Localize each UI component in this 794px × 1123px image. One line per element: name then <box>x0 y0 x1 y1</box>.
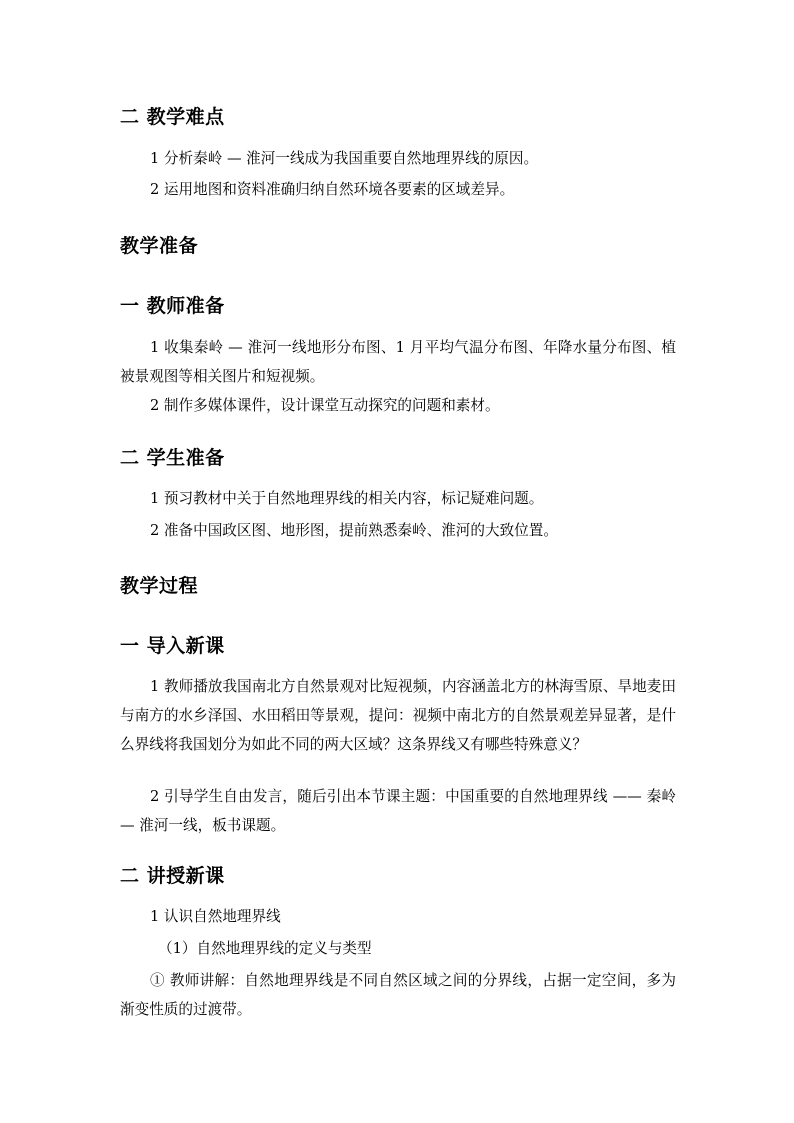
heading-new-lesson: 二 讲授新课 <box>120 865 225 887</box>
difficulty-item-1: 1 分析秦岭 — 淮河一线成为我国重要自然地理界线的原因。 <box>150 150 539 167</box>
heading-teaching-process: 教学过程 <box>120 575 199 597</box>
teacher-prep-item-1: 1 收集秦岭 — 淮河一线地形分布图、1 月平均气温分布图、年降水量分布图、植被景观图等相关图片和短视频。 <box>120 339 676 385</box>
lecture-subitem-1: （1）自然地理界线的定义与类型 <box>158 940 372 957</box>
lecture-point-1: ① 教师讲解：自然地理界线是不同自然区域之间的分界线，占据一定空间，多为渐变性质的过渡带。 <box>120 972 676 1018</box>
heading-teaching-preparation: 教学准备 <box>120 235 199 257</box>
intro-item-2: 2 引导学生自由发言，随后引出本节课主题：中国重要的自然地理界线 —— 秦岭 — 淮河一线，板书课题。 <box>120 788 676 834</box>
intro-item-1: 1 教师播放我国南北方自然景观对比短视频，内容涵盖北方的林海雪原、旱地麦田与南方的水乡泽国、水田稻田等景观，提问：视频中南北方的自然景观差异显著，是什么界线将我国划分为如此不同的两大区域？这条界线又有哪些特殊意义？ <box>120 678 676 753</box>
student-prep-item-1: 1 预习教材中关于自然地理界线的相关内容，标记疑难问题。 <box>150 490 544 507</box>
heading-teacher-preparation: 一 教师准备 <box>120 295 225 317</box>
heading-student-preparation: 二 学生准备 <box>120 447 225 469</box>
heading-lesson-introduction: 一 导入新课 <box>120 635 225 657</box>
teacher-prep-item-2: 2 制作多媒体课件，设计课堂互动探究的问题和素材。 <box>150 397 500 414</box>
heading-teaching-difficulties: 二 教学难点 <box>120 106 225 128</box>
student-prep-item-2: 2 准备中国政区图、地形图，提前熟悉秦岭、淮河的大致位置。 <box>150 522 558 539</box>
lecture-item-1: 1 认识自然地理界线 <box>150 908 281 925</box>
difficulty-item-2: 2 运用地图和资料准确归纳自然环境各要素的区域差异。 <box>150 181 515 198</box>
